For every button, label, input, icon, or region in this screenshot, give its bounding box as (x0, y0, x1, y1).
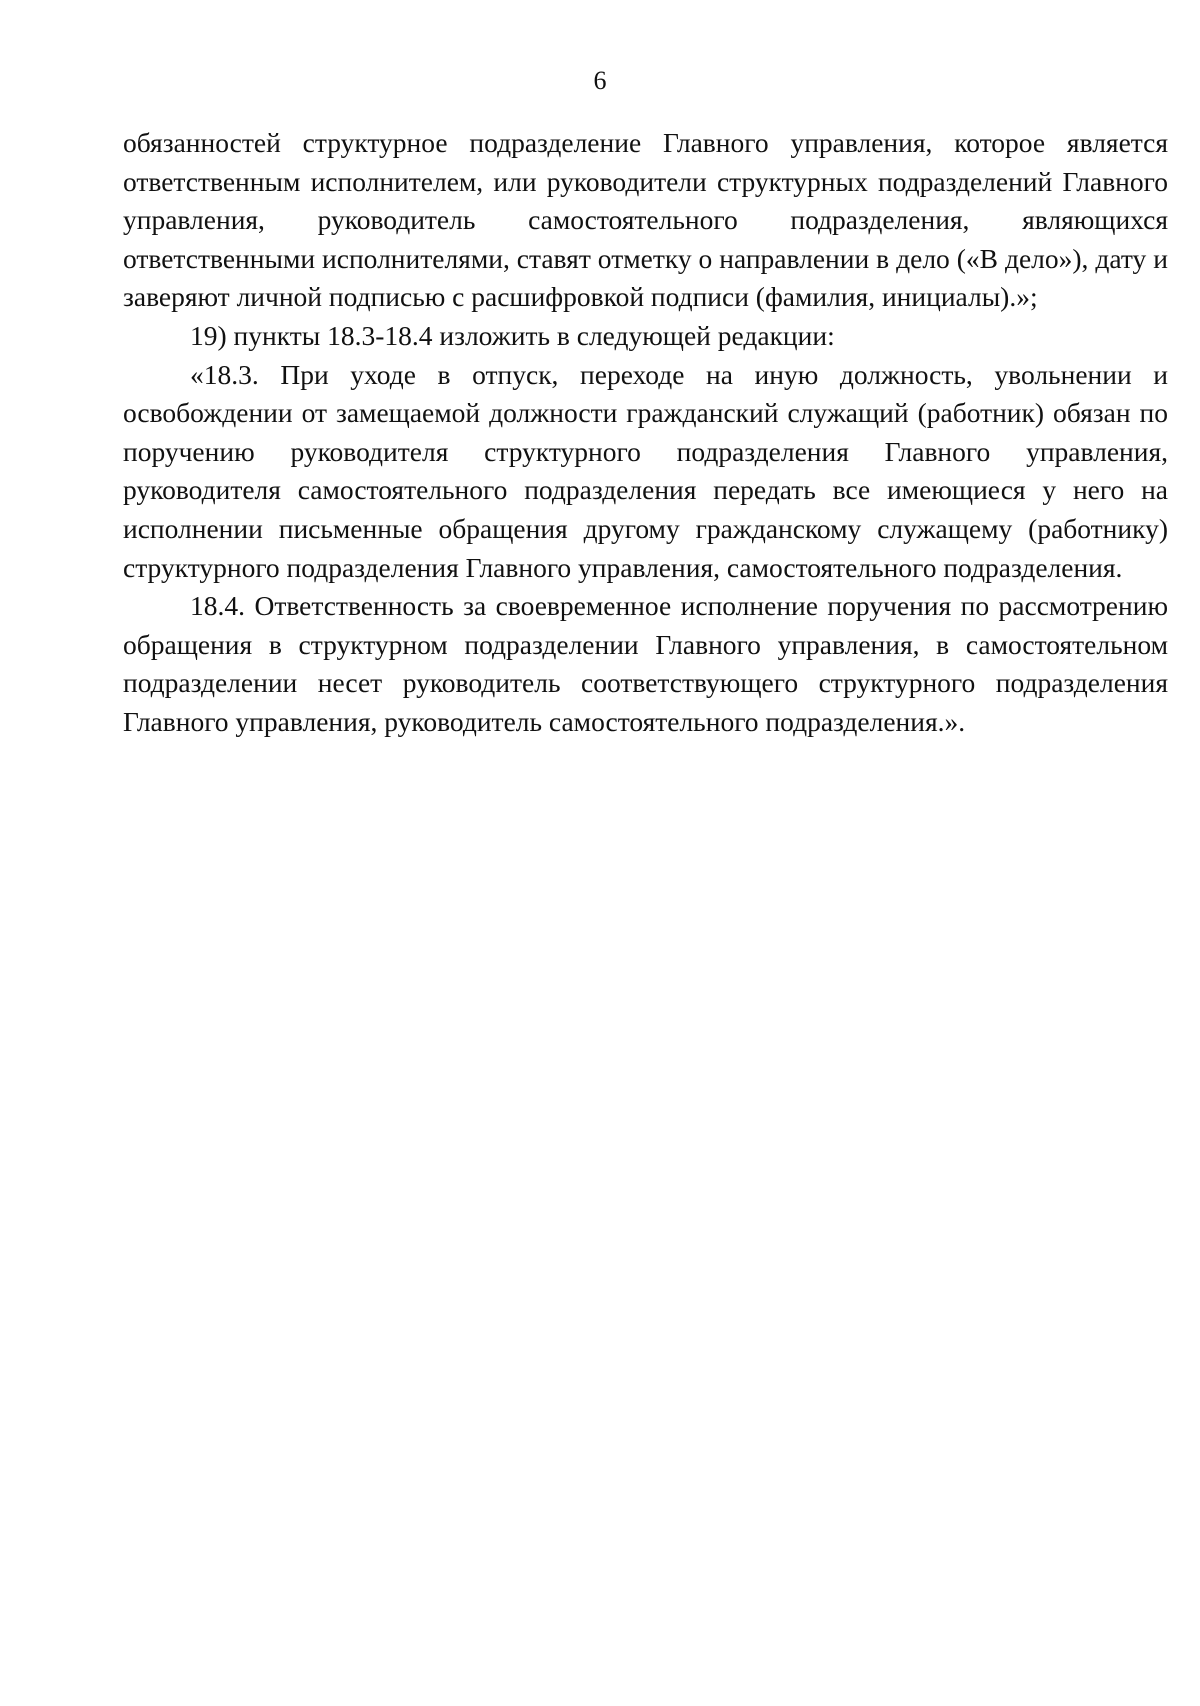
paragraph-clause-18-3: «18.3. При уходе в отпуск, переходе на иную должность, увольнении и освобождении от замещаемой должности гражданский служащий (работник) обязан по поручению руководителя структурного подразделения Главного управления, руководителя самостоятельного подразделения передать все имеющиеся у него на исполнении письменные обращения другому гражданскому служащему (работнику) структурного подразделения Главного управления, самостоятельного подразделения. (123, 358, 1168, 583)
paragraph-item-19: 19) пункты 18.3-18.4 изложить в следующей редакции: (190, 319, 835, 351)
document-body (123, 124, 1168, 742)
paragraph-clause-18-4: 18.4. Ответственность за своевременное исполнение поручения по рассмотрению обращения в структурном подразделении Главного управления, в самостоятельном подразделении несет руководитель соответствующего структурного подразделения Главного управления, руководитель самостоятельного подразделения.». (123, 590, 1168, 737)
page-number: 6 (593, 66, 607, 95)
paragraph-continuation: обязанностей структурное подразделение Главного управления, которое является ответственным исполнителем, или руководители структурных подразделений Главного управления, руководитель самостоятельного подразделения, являющихся ответственными исполнителями, ставят отметку о направлении в дело («В дело»), дату и заверяют личной подписью с расшифровкой подписи (фамилия, инициалы).»; (123, 127, 1168, 313)
